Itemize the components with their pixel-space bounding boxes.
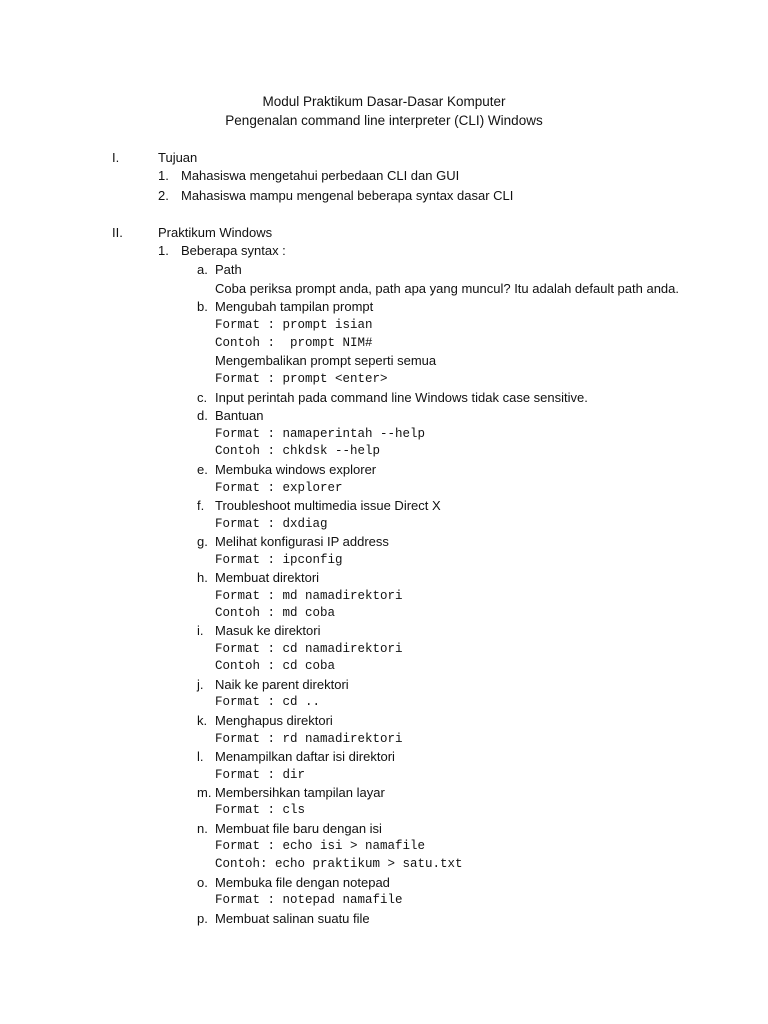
syntax-letter: d. — [197, 408, 208, 423]
syntax-title: Membuka windows explorer — [215, 462, 377, 477]
section-numeral: I. — [112, 150, 120, 165]
syntax-letter: n. — [197, 821, 208, 836]
syntax-code: Format : md namadirektori — [215, 589, 403, 603]
syntax-letter: f. — [197, 498, 205, 513]
syntax-letter: m. — [197, 785, 212, 800]
syntax-title: Menghapus direktori — [215, 713, 333, 728]
syntax-title: Membuat direktori — [215, 570, 320, 585]
list-number: 1. — [158, 168, 169, 183]
syntax-letter: o. — [197, 875, 208, 890]
syntax-code: Contoh : prompt NIM# — [215, 336, 373, 350]
syntax-code: Format : echo isi > namafile — [215, 839, 426, 853]
syntax-title: Menampilkan daftar isi direktori — [215, 749, 395, 764]
syntax-title: Membersihkan tampilan layar — [215, 785, 385, 800]
syntax-letter: b. — [197, 299, 208, 314]
syntax-title: Masuk ke direktori — [215, 623, 321, 638]
syntax-title: Mengubah tampilan prompt — [215, 299, 374, 314]
syntax-title: Membuka file dengan notepad — [215, 875, 390, 890]
syntax-code: Format : dxdiag — [215, 517, 328, 531]
syntax-title: Membuat file baru dengan isi — [215, 821, 382, 836]
syntax-code: Contoh : cd coba — [215, 659, 336, 673]
syntax-title: Troubleshoot multimedia issue Direct X — [215, 498, 441, 513]
syntax-letter: g. — [197, 534, 208, 549]
section-numeral: II. — [112, 225, 123, 240]
document-title: Modul Praktikum Dasar-Dasar Komputer — [262, 94, 506, 109]
syntax-title: Path — [215, 262, 242, 277]
syntax-code: Format : cls — [215, 803, 306, 817]
syntax-letter: j. — [197, 677, 204, 692]
syntax-title: Input perintah pada command line Windows tidak case sensitive. — [215, 390, 588, 405]
syntax-letter: c. — [197, 390, 208, 405]
syntax-code: Format : namaperintah --help — [215, 427, 426, 441]
syntax-code: Format : prompt <enter> — [215, 372, 388, 386]
syntax-title: Bantuan — [215, 408, 264, 423]
syntax-code: Format : cd namadirektori — [215, 642, 403, 656]
syntax-letter: e. — [197, 462, 208, 477]
section-title: Praktikum Windows — [158, 225, 273, 240]
syntax-title: Membuat salinan suatu file — [215, 911, 370, 926]
syntax-letter: h. — [197, 570, 208, 585]
syntax-code: Format : explorer — [215, 481, 343, 495]
syntax-code: Format : rd namadirektori — [215, 732, 403, 746]
list-item: Beberapa syntax : — [181, 243, 286, 258]
syntax-letter: i. — [197, 623, 204, 638]
syntax-code: Format : ipconfig — [215, 553, 343, 567]
document-subtitle: Pengenalan command line interpreter (CLI) Windows — [225, 113, 543, 128]
syntax-code: Format : prompt isian — [215, 318, 373, 332]
syntax-title: Melihat konfigurasi IP address — [215, 534, 389, 549]
syntax-code: Format : notepad namafile — [215, 893, 403, 907]
list-number: 2. — [158, 188, 169, 203]
syntax-code: Format : dir — [215, 768, 306, 782]
syntax-code: Contoh: echo praktikum > satu.txt — [215, 857, 463, 871]
syntax-text: Coba periksa prompt anda, path apa yang muncul? Itu adalah default path anda. — [215, 281, 679, 296]
syntax-title: Naik ke parent direktori — [215, 677, 349, 692]
syntax-letter: k. — [197, 713, 208, 728]
section-title: Tujuan — [158, 150, 198, 165]
syntax-code: Contoh : chkdsk --help — [215, 444, 381, 458]
syntax-text: Mengembalikan prompt seperti semua — [215, 353, 437, 368]
list-number: 1. — [158, 243, 169, 258]
list-item: Mahasiswa mengetahui perbedaan CLI dan GUI — [181, 168, 460, 183]
list-item: Mahasiswa mampu mengenal beberapa syntax dasar CLI — [181, 188, 514, 203]
syntax-code: Contoh : md coba — [215, 606, 336, 620]
syntax-code: Format : cd .. — [215, 695, 321, 709]
syntax-letter: l. — [197, 749, 204, 764]
syntax-letter: p. — [197, 911, 208, 926]
syntax-letter: a. — [197, 262, 208, 277]
